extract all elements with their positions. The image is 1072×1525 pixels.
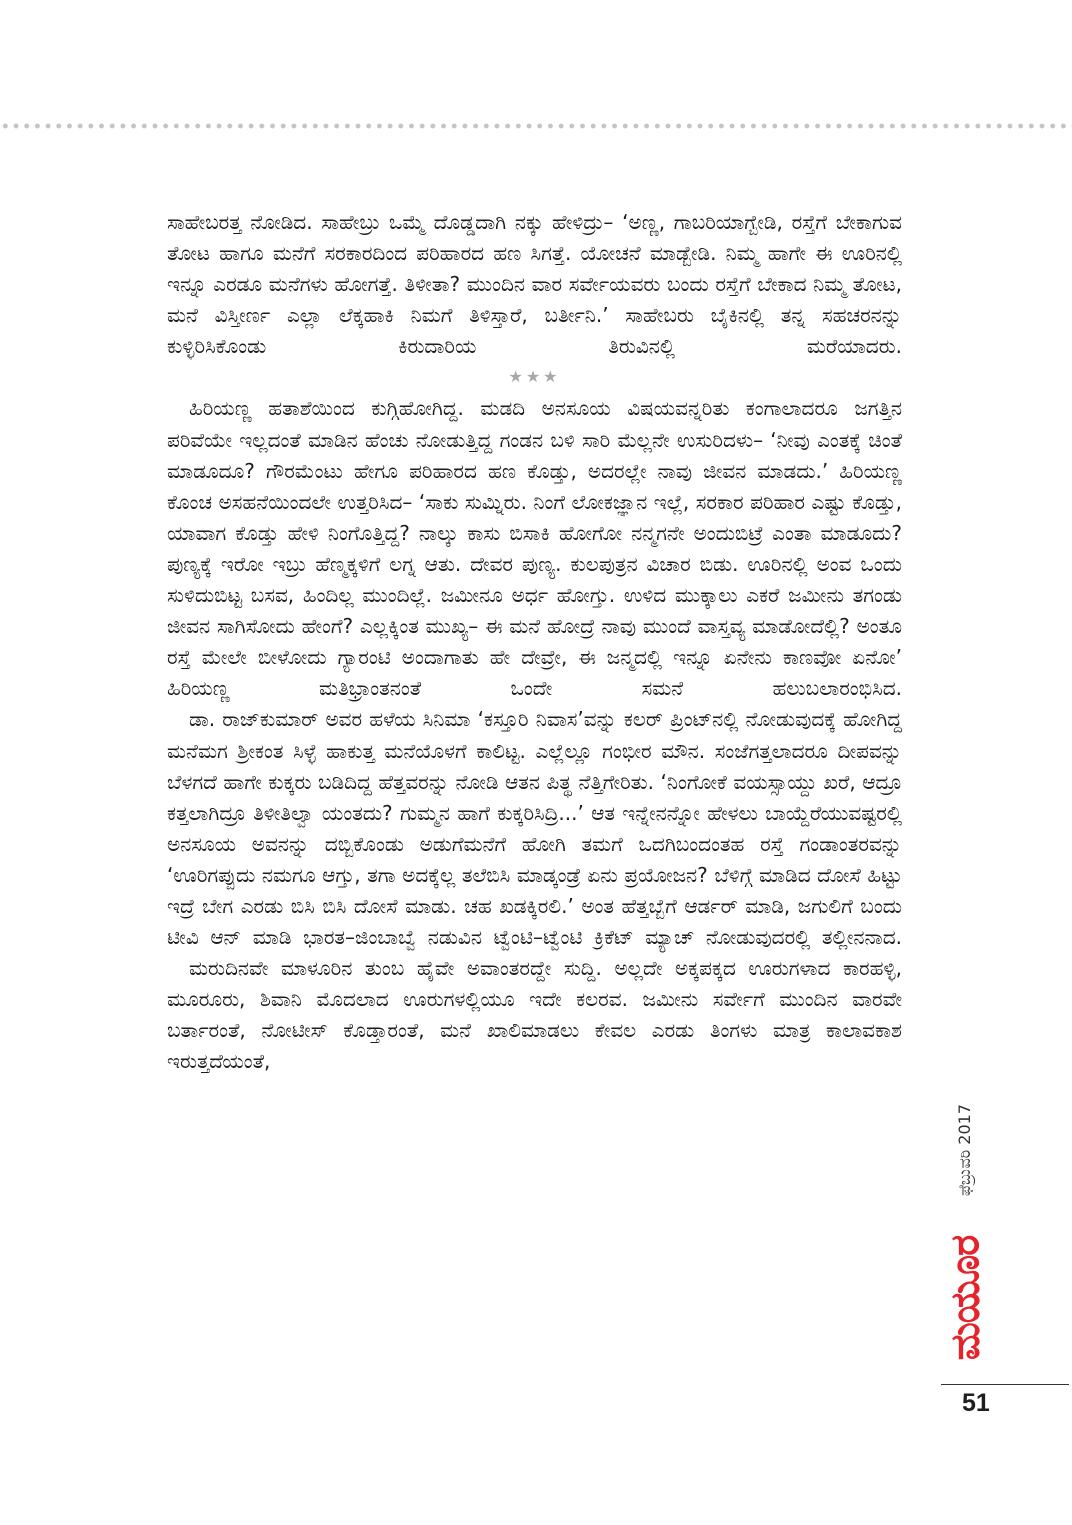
issue-date <box>930 1075 1000 1225</box>
magazine-logo <box>935 1235 995 1360</box>
section-break-stars: ★★★ <box>508 367 561 387</box>
issue-date-text: ಫೆಬ್ರುವರಿ 2017 <box>955 1103 975 1197</box>
article-paragraph: ಹಿರಿಯಣ್ಣ ಹತಾಶೆಯಿಂದ ಕುಗ್ಗಿಹೋಗಿದ್ದ. ಮಡದಿ ಅನಸೂಯ ವಿಷಯವನ್ನರಿತು ಕಂಗಾಲಾದರೂ ಜಗತ್ತಿನ ಪರಿವೆಯೇ ಇಲ್ಲದಂತೆ ಮಾಡಿನ ಹೆಂಚು ನೋಡುತ್ತಿದ್ದ ಗಂಡನ ಬಳಿ ಸಾರಿ ಮೆಲ್ಲನೇ ಉಸುರಿದಳು– ‘ನೀವು ಎಂತಕ್ಕೆ ಚಿಂತೆ ಮಾಡೂದೂ? ಗೌರಮೆಂಟು ಹೇಗೂ ಪರಿಹಾರದ ಹಣ ಕೊಡ್ತು, ಅದರಲ್ಲೇ ನಾವು ಜೀವನ ಮಾಡದು.’ ಹಿರಿಯಣ್ಣ ಕೊಂಚ ಅಸಹನೆಯಿಂದಲೇ ಉತ್ತರಿಸಿದ– ‘ಸಾಕು ಸುಮ್ನಿರು. ನಿಂಗೆ ಲೋಕಜ್ಞಾನ ಇಲ್ಲೆ, ಸರಕಾರ ಪರಿಹಾರ ಎಷ್ಟು ಕೊಡ್ತು, ಯಾವಾಗ ಕೊಡ್ತು ಹೇಳಿ ನಿಂಗೊತ್ತಿದ್ದ? ನಾಲ್ಕು ಕಾಸು ಬಿಸಾಕಿ ಹೋಗೋ ನನ್ಮಗನೇ ಅಂದುಬಿಟ್ರೆ ಎಂತಾ ಮಾಡೂದು? ಪುಣ್ಯಕ್ಕೆ ಇರೋ ಇಬ್ರು ಹೆಣ್ಮಕ್ಕಳಿಗೆ ಲಗ್ನ ಆತು. ದೇವರ ಪುಣ್ಯ. ಕುಲಪುತ್ರನ ವಿಚಾರ ಬಿಡು. ಊರಿನಲ್ಲಿ ಅಂವ ಒಂದು ಸುಳಿದುಬಿಟ್ಟ ಬಸವ, ಹಿಂದಿಲ್ಲ ಮುಂದಿಲ್ಲೆ. ಜಮೀನೂ ಅರ್ಧ ಹೋಗ್ತು. ಉಳಿದ ಮುಕ್ಕಾಲು ಎಕರೆ ಜಮೀನು ತಗಂಡು ಜೀವನ ಸಾಗಿಸೋದು ಹೇಂಗೆ? ಎಲ್ಲಕ್ಕಿಂತ ಮುಖ್ಯ– ಈ ಮನೆ ಹೋದ್ರೆ ನಾವು ಮುಂದೆ ವಾಸ್ತವ್ಯ ಮಾಡೋದೆಲ್ಲಿ? ಅಂತೂ ರಸ್ತೆ ಮೇಲೇ ಬೀಳೋದು ಗ್ಯಾರಂಟಿ ಅಂದಾಗಾತು ಹೇ ದೇವ್ರೇ, ಈ ಜನ್ಮದಲ್ಲಿ ಇನ್ನೂ ಏನೇನು ಕಾಣವೋ ಏನೋ’ ಹಿರಿಯಣ್ಣ ಮತಿಭ್ರಾಂತನಂತೆ ಒಂದೇ ಸಮನೆ ಹಲುಬಲಾರಂಭಿಸಿದ. <box>167 396 902 701</box>
article-paragraph: ಮರುದಿನವೇ ಮಾಳೂರಿನ ತುಂಬ ಹೈವೇ ಅವಾಂತರದ್ದೇ ಸುದ್ದಿ. ಅಲ್ಲದೇ ಅಕ್ಕಪಕ್ಕದ ಊರುಗಳಾದ ಕಾರಹಳ್ಳಿ, ಮೂರೂರು, ಶಿವಾನಿ ಮೊದಲಾದ ಊರುಗಳಲ್ಲಿಯೂ ಇದೇ ಕಲರವ. ಜಮೀನು ಸರ್ವೇಗೆ ಮುಂದಿನ ವಾರವೇ ಬರ್ತಾರಂತೆ, ನೋಟೀಸ್ ಕೊಡ್ತಾರಂತೆ, ಮನೆ ಖಾಲಿಮಾಡಲು ಕೇವಲ ಎರಡು ತಿಂಗಳು ಮಾತ್ರ ಕಾಲಾವಕಾಶ ಇರುತ್ತದೆಯಂತೆ, <box>167 956 902 1074</box>
article-body <box>167 207 902 1078</box>
page-number: 51 <box>962 1389 990 1417</box>
dotted-header-rule <box>0 122 1072 130</box>
article-paragraph: ಸಾಹೇಬರತ್ತ ನೋಡಿದ. ಸಾಹೇಬ್ರು ಒಮ್ಮೆ ದೊಡ್ಡದಾಗಿ ನಕ್ಕು ಹೇಳಿದ್ರು– ‘ಅಣ್ಣ, ಗಾಬರಿಯಾಗ್ಬೇಡಿ, ರಸ್ತೆಗೆ ಬೇಕಾಗುವ ತೋಟ ಹಾಗೂ ಮನೆಗೆ ಸರಕಾರದಿಂದ ಪರಿಹಾರದ ಹಣ ಸಿಗತ್ತೆ. ಯೋಚನೆ ಮಾಡ್ಬೇಡಿ. ನಿಮ್ಮ ಹಾಗೇ ಈ ಊರಿನಲ್ಲಿ ಇನ್ನೂ ಎರಡೂ ಮನೆಗಳು ಹೋಗತ್ತೆ. ತಿಳೀತಾ? ಮುಂದಿನ ವಾರ ಸರ್ವೇಯವರು ಬಂದು ರಸ್ತೆಗೆ ಬೇಕಾದ ನಿಮ್ಮ ತೋಟ, ಮನೆ ವಿಸ್ತೀರ್ಣ ಎಲ್ಲಾ ಲೆಕ್ಕಹಾಕಿ ನಿಮಗೆ ತಿಳಿಸ್ತಾರೆ, ಬರ್ತೀನಿ.’ ಸಾಹೇಬರು ಬೈಕಿನಲ್ಲಿ ತನ್ನ ಸಹಚರನನ್ನು ಕುಳ್ಳಿರಿಸಿಕೊಂಡು ಕಿರುದಾರಿಯ ತಿರುವಿನಲ್ಲಿ ಮರೆಯಾದರು. <box>167 210 902 359</box>
magazine-logo-text: ಮಯೂರ <box>942 1235 988 1360</box>
footer-rule <box>941 1384 1069 1385</box>
article-paragraph: ಡಾ. ರಾಜ್‌ಕುಮಾರ್ ಅವರ ಹಳೆಯ ಸಿನಿಮಾ ‘ಕಸ್ತೂರಿ ನಿವಾಸ’ವನ್ನು ಕಲರ್ ಪ್ರಿಂಟ್‌ನಲ್ಲಿ ನೋಡುವುದಕ್ಕೆ ಹೋಗಿದ್ದ ಮನೆಮಗ ಶ್ರೀಕಂತ ಸಿಳ್ಳೆ ಹಾಕುತ್ತ ಮನೆಯೊಳಗೆ ಕಾಲಿಟ್ಟ. ಎಲ್ಲೆಲ್ಲೂ ಗಂಭೀರ ಮೌನ. ಸಂಜೆಗತ್ತಲಾದರೂ ದೀಪವನ್ನು ಬೆಳಗದೆ ಹಾಗೇ ಕುಕ್ಕರು ಬಡಿದಿದ್ದ ಹೆತ್ತವರನ್ನು ನೋಡಿ ಆತನ ಪಿತ್ಥ ನೆತ್ತಿಗೇರಿತು. ‘ನಿಂಗೋಕೆ ವಯಸ್ಸಾಯ್ದು ಖರೆ, ಆದ್ರೂ ಕತ್ತಲಾಗಿದ್ರೂ ತಿಳೀತಿಲ್ವಾ ಯಂತದು? ಗುಮ್ಮನ ಹಾಗೆ ಕುಕ್ಕರಿಸಿದ್ರಿ...’ ಆತ ಇನ್ನೇನನ್ನೋ ಹೇಳಲು ಬಾಯ್ದೆರೆಯುವಷ್ಟರಲ್ಲಿ ಅನಸೂಯ ಅವನನ್ನು ದಬ್ಬಿಕೊಂಡು ಅಡುಗೆಮನೆಗೆ ಹೋಗಿ ತಮಗೆ ಒದಗಿಬಂದಂತಹ ರಸ್ತೆ ಗಂಡಾಂತರವನ್ನು ‘ಊರಿಗಪ್ಪುದು ನಮಗೂ ಆಗ್ತು, ತಗಾ ಅದಕ್ಕೆಲ್ಲ ತಲೆಬಿಸಿ ಮಾಡ್ಕಂಡ್ರೆ ಏನು ಪ್ರಯೋಜನ? ಬೆಳಿಗ್ಗೆ ಮಾಡಿದ ದೋಸೆ ಹಿಟ್ಟು ಇದ್ರೆ ಬೇಗ ಎರಡು ಬಿಸಿ ಬಿಸಿ ದೋಸೆ ಮಾಡು. ಚಹ ಖಡಕ್ಕಿರಲಿ.’ ಅಂತ ಹೆತ್ತಬ್ಬೆಗೆ ಆರ್ಡರ್ ಮಾಡಿ, ಜಗುಲಿಗೆ ಬಂದು ಟೀವಿ ಆನ್ ಮಾಡಿ ಭಾರತ–ಜಿಂಬಾಬ್ವೆ ನಡುವಿನ ಟ್ವೆಂಟಿ–ಟ್ವೆಂಟಿ ಕ್ರಿಕೆಟ್ ಮ್ಯಾಚ್ ನೋಡುವುದರಲ್ಲಿ ತಲ್ಲೀನನಾದ. <box>167 707 902 950</box>
